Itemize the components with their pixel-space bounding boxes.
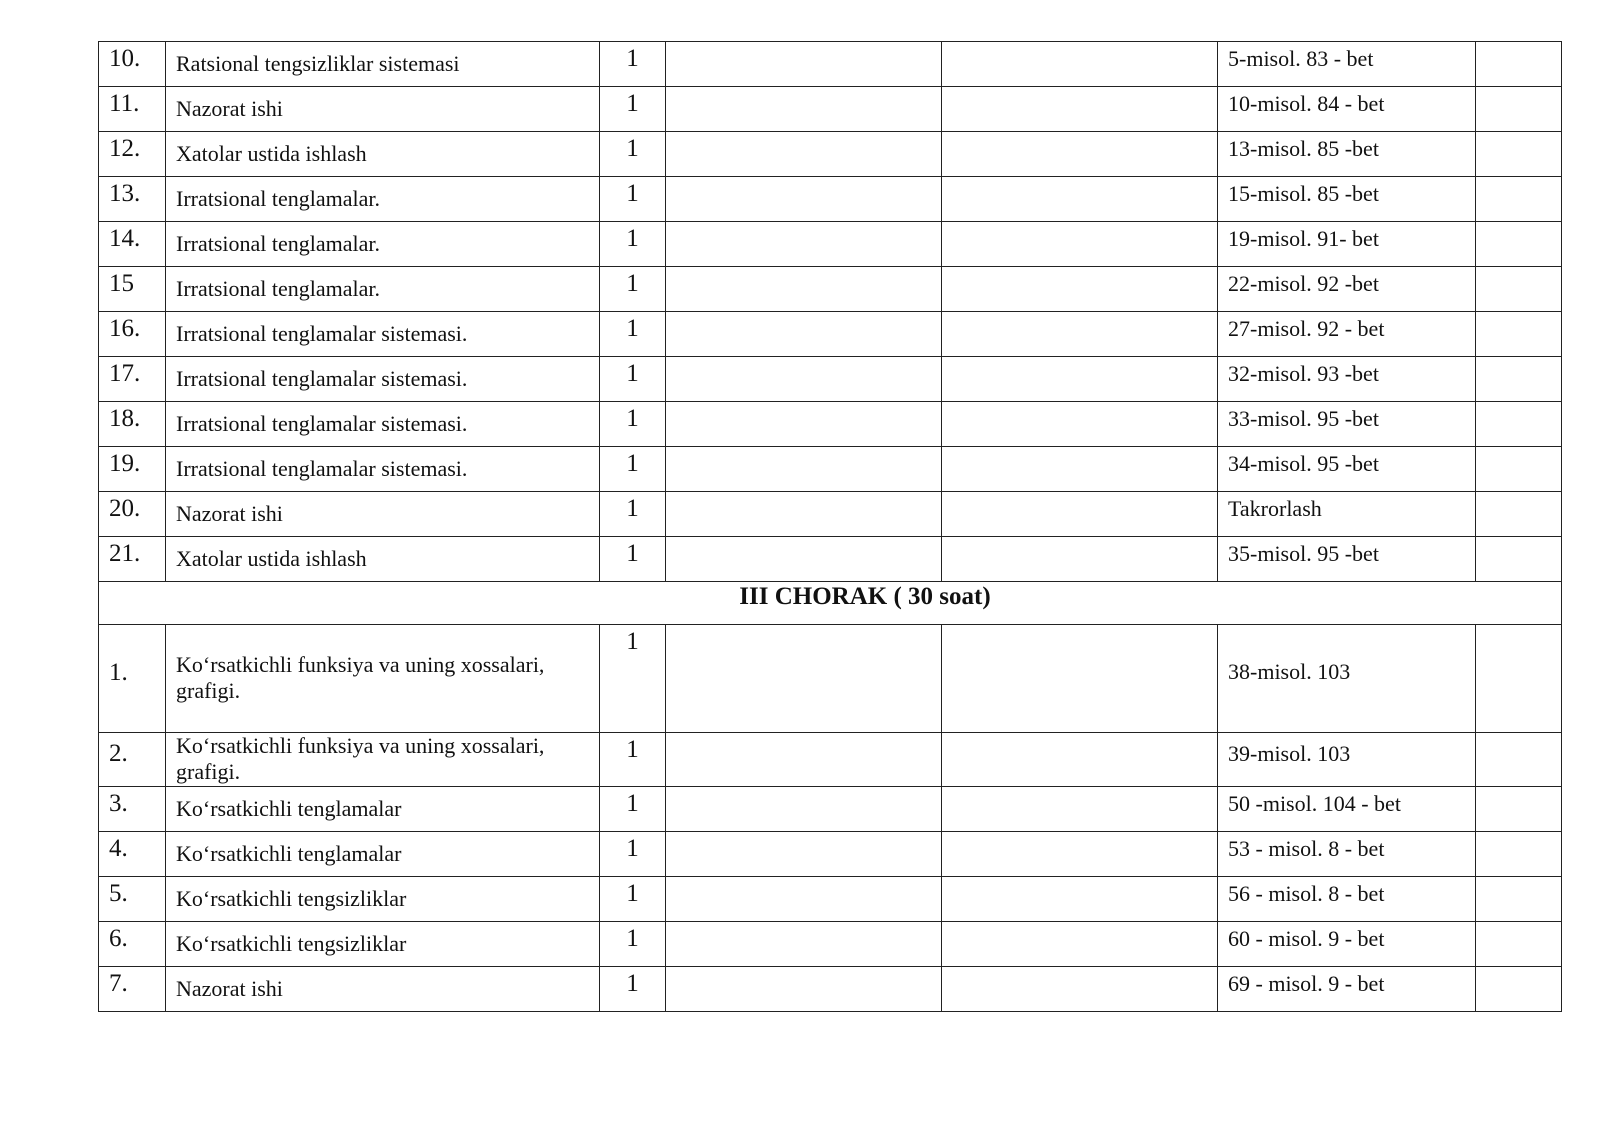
lesson-topic: Ko‘rsatkichli tenglamalar [176, 795, 402, 821]
actual-date-cell [942, 786, 1218, 831]
homework-cell [1218, 402, 1476, 447]
homework-cell [1218, 786, 1476, 831]
lesson-topic-cell [166, 733, 600, 787]
homework-text: 34-misol. 95 -bet [1228, 451, 1379, 476]
note-cell [1476, 222, 1562, 267]
table-row [99, 786, 1562, 831]
actual-date-cell [942, 876, 1218, 921]
planned-date-cell [666, 42, 942, 87]
table-row [99, 537, 1562, 582]
lesson-hours-cell [600, 921, 666, 966]
lesson-number-cell [99, 402, 166, 447]
homework-cell [1218, 537, 1476, 582]
lesson-topic-cell [166, 357, 600, 402]
lesson-topic: Nazorat ishi [176, 975, 283, 1001]
table-row [99, 876, 1562, 921]
lesson-topic: Ko‘rsatkichli funksiya va uning xossalari, grafigi. [176, 733, 545, 785]
lesson-hours: 1 [626, 879, 639, 907]
lesson-number-cell [99, 42, 166, 87]
note-cell [1476, 733, 1562, 787]
homework-text: 69 - misol. 9 - bet [1228, 970, 1385, 996]
lesson-hours-cell [600, 267, 666, 312]
homework-cell [1218, 831, 1476, 876]
lesson-hours-cell [600, 786, 666, 831]
lesson-hours: 1 [626, 628, 639, 655]
lesson-number-cell [99, 786, 166, 831]
homework-text: 19-misol. 91- bet [1228, 226, 1379, 251]
planned-date-cell [666, 312, 942, 357]
lesson-topic: Ratsional tengsizliklar sistemasi [176, 51, 460, 76]
homework-cell [1218, 625, 1476, 733]
planned-date-cell [666, 876, 942, 921]
lesson-hours: 1 [626, 450, 639, 477]
lesson-number: 1. [109, 659, 128, 686]
lesson-topic: Ko‘rsatkichli tengsizliklar [176, 930, 407, 956]
lesson-topic: Irratsional tenglamalar sistemasi. [176, 321, 468, 346]
planned-date-cell [666, 87, 942, 132]
note-cell [1476, 966, 1562, 1011]
note-cell [1476, 876, 1562, 921]
lesson-topic-cell [166, 312, 600, 357]
lesson-topic: Irratsional tenglamalar sistemasi. [176, 456, 468, 481]
lesson-number-cell [99, 537, 166, 582]
homework-text: 22-misol. 92 -bet [1228, 271, 1379, 296]
actual-date-cell [942, 312, 1218, 357]
homework-text: Takrorlash [1228, 496, 1322, 521]
planned-date-cell [666, 222, 942, 267]
lesson-number: 15 [109, 270, 134, 297]
lesson-topic-cell [166, 876, 600, 921]
homework-text: 38-misol. 103 [1228, 659, 1351, 684]
lesson-topic-cell [166, 492, 600, 537]
lesson-hours-cell [600, 831, 666, 876]
planned-date-cell [666, 267, 942, 312]
lesson-hours-cell [600, 733, 666, 787]
lesson-hours: 1 [626, 495, 639, 522]
lesson-number-cell [99, 966, 166, 1011]
table-row [99, 312, 1562, 357]
lesson-topic-cell [166, 42, 600, 87]
lesson-hours: 1 [626, 540, 639, 567]
planned-date-cell [666, 402, 942, 447]
homework-cell [1218, 921, 1476, 966]
lesson-topic: Xatolar ustida ishlash [176, 141, 367, 166]
actual-date-cell [942, 447, 1218, 492]
note-cell [1476, 132, 1562, 177]
table-row [99, 733, 1562, 787]
note-cell [1476, 447, 1562, 492]
actual-date-cell [942, 831, 1218, 876]
planned-date-cell [666, 537, 942, 582]
table-row [99, 222, 1562, 267]
lesson-hours-cell [600, 132, 666, 177]
lesson-number: 10. [109, 45, 141, 72]
note-cell [1476, 921, 1562, 966]
lesson-hours: 1 [626, 360, 639, 387]
lesson-topic: Ko‘rsatkichli tenglamalar [176, 840, 402, 866]
homework-cell [1218, 132, 1476, 177]
lesson-hours: 1 [626, 924, 639, 952]
actual-date-cell [942, 42, 1218, 87]
lesson-number: 2. [109, 740, 128, 767]
lesson-number-cell [99, 447, 166, 492]
note-cell [1476, 786, 1562, 831]
lesson-number: 17. [109, 360, 141, 387]
homework-text: 50 -misol. 104 - bet [1228, 790, 1401, 816]
planned-date-cell [666, 966, 942, 1011]
lesson-hours: 1 [626, 45, 639, 72]
lesson-topic: Irratsional tenglamalar. [176, 231, 381, 256]
lesson-number-cell [99, 831, 166, 876]
planned-date-cell [666, 921, 942, 966]
lesson-hours-cell [600, 357, 666, 402]
table-row [99, 42, 1562, 87]
planned-date-cell [666, 786, 942, 831]
homework-cell [1218, 447, 1476, 492]
homework-cell [1218, 312, 1476, 357]
planned-date-cell [666, 132, 942, 177]
actual-date-cell [942, 733, 1218, 787]
lesson-hours-cell [600, 222, 666, 267]
homework-text: 35-misol. 95 -bet [1228, 541, 1379, 566]
lesson-topic: Irratsional tenglamalar sistemasi. [176, 411, 468, 436]
lesson-number-cell [99, 733, 166, 787]
homework-text: 53 - misol. 8 - bet [1228, 835, 1385, 861]
lesson-topic-cell [166, 222, 600, 267]
lesson-topic: Ko‘rsatkichli tengsizliklar [176, 885, 407, 911]
lesson-hours: 1 [626, 736, 639, 763]
note-cell [1476, 357, 1562, 402]
table-row [99, 492, 1562, 537]
lesson-topic: Ko‘rsatkichli funksiya va uning xossalari, grafigi. [176, 652, 545, 704]
note-cell [1476, 87, 1562, 132]
lesson-number-cell [99, 87, 166, 132]
lesson-hours: 1 [626, 834, 639, 862]
lesson-topic: Irratsional tenglamalar. [176, 276, 381, 301]
note-cell [1476, 537, 1562, 582]
lesson-number-cell [99, 492, 166, 537]
lesson-number-cell [99, 876, 166, 921]
lesson-number: 19. [109, 450, 141, 477]
planned-date-cell [666, 357, 942, 402]
note-cell [1476, 402, 1562, 447]
homework-cell [1218, 42, 1476, 87]
lesson-hours: 1 [626, 969, 639, 997]
lesson-hours-cell [600, 537, 666, 582]
actual-date-cell [942, 177, 1218, 222]
lesson-plan-body [99, 42, 1562, 1012]
note-cell [1476, 492, 1562, 537]
lesson-hours-cell [600, 447, 666, 492]
actual-date-cell [942, 222, 1218, 267]
homework-text: 10-misol. 84 - bet [1228, 91, 1385, 116]
lesson-topic: Irratsional tenglamalar. [176, 186, 381, 211]
table-row [99, 177, 1562, 222]
lesson-topic-cell [166, 831, 600, 876]
lesson-hours: 1 [626, 180, 639, 207]
homework-text: 13-misol. 85 -bet [1228, 136, 1379, 161]
note-cell [1476, 267, 1562, 312]
lesson-number: 21. [109, 540, 141, 567]
lesson-hours-cell [600, 625, 666, 733]
section-title: III CHORAK ( 30 soat) [739, 583, 991, 610]
lesson-topic-cell [166, 966, 600, 1011]
note-cell [1476, 177, 1562, 222]
lesson-hours: 1 [626, 225, 639, 252]
lesson-topic-cell [166, 177, 600, 222]
actual-date-cell [942, 921, 1218, 966]
table-row [99, 402, 1562, 447]
lesson-hours-cell [600, 42, 666, 87]
lesson-number: 13. [109, 180, 141, 207]
note-cell [1476, 625, 1562, 733]
homework-cell [1218, 357, 1476, 402]
homework-cell [1218, 177, 1476, 222]
actual-date-cell [942, 966, 1218, 1011]
section-header-cell [99, 582, 1562, 625]
section-header-row [99, 582, 1562, 625]
lesson-number: 7. [109, 969, 128, 997]
lesson-hours-cell [600, 177, 666, 222]
homework-cell [1218, 267, 1476, 312]
homework-text: 27-misol. 92 - bet [1228, 316, 1385, 341]
planned-date-cell [666, 492, 942, 537]
lesson-number: 5. [109, 879, 128, 907]
table-row [99, 87, 1562, 132]
homework-text: 33-misol. 95 -bet [1228, 406, 1379, 431]
planned-date-cell [666, 447, 942, 492]
table-row [99, 357, 1562, 402]
lesson-hours: 1 [626, 315, 639, 342]
lesson-number-cell [99, 312, 166, 357]
homework-text: 32-misol. 93 -bet [1228, 361, 1379, 386]
lesson-hours: 1 [626, 405, 639, 432]
lesson-number: 3. [109, 789, 128, 817]
lesson-hours-cell [600, 492, 666, 537]
lesson-number-cell [99, 222, 166, 267]
lesson-hours-cell [600, 402, 666, 447]
lesson-hours-cell [600, 876, 666, 921]
lesson-number: 11. [109, 90, 140, 117]
lesson-topic-cell [166, 132, 600, 177]
table-row [99, 447, 1562, 492]
lesson-number: 12. [109, 135, 141, 162]
planned-date-cell [666, 831, 942, 876]
lesson-number: 4. [109, 834, 128, 862]
note-cell [1476, 831, 1562, 876]
lesson-topic: Xatolar ustida ishlash [176, 546, 367, 571]
lesson-topic-cell [166, 537, 600, 582]
note-cell [1476, 312, 1562, 357]
lesson-hours-cell [600, 87, 666, 132]
table-row [99, 132, 1562, 177]
lesson-hours: 1 [626, 90, 639, 117]
homework-cell [1218, 87, 1476, 132]
lesson-topic-cell [166, 87, 600, 132]
lesson-topic: Nazorat ishi [176, 501, 283, 526]
lesson-number-cell [99, 177, 166, 222]
actual-date-cell [942, 402, 1218, 447]
lesson-hours: 1 [626, 135, 639, 162]
lesson-plan-table [98, 41, 1562, 1012]
lesson-number-cell [99, 625, 166, 733]
lesson-number-cell [99, 921, 166, 966]
actual-date-cell [942, 492, 1218, 537]
lesson-number: 14. [109, 225, 141, 252]
lesson-topic-cell [166, 625, 600, 733]
table-row [99, 625, 1562, 733]
homework-cell [1218, 222, 1476, 267]
lesson-topic-cell [166, 921, 600, 966]
table-row [99, 966, 1562, 1011]
actual-date-cell [942, 357, 1218, 402]
lesson-hours-cell [600, 312, 666, 357]
homework-cell [1218, 733, 1476, 787]
homework-text: 60 - misol. 9 - bet [1228, 925, 1385, 951]
lesson-hours: 1 [626, 789, 639, 817]
table-row [99, 831, 1562, 876]
lesson-topic-cell [166, 402, 600, 447]
lesson-number: 16. [109, 315, 141, 342]
note-cell [1476, 42, 1562, 87]
lesson-number-cell [99, 132, 166, 177]
homework-cell [1218, 492, 1476, 537]
actual-date-cell [942, 132, 1218, 177]
lesson-number: 18. [109, 405, 141, 432]
homework-cell [1218, 966, 1476, 1011]
planned-date-cell [666, 625, 942, 733]
homework-cell [1218, 876, 1476, 921]
homework-text: 15-misol. 85 -bet [1228, 181, 1379, 206]
actual-date-cell [942, 267, 1218, 312]
homework-text: 39-misol. 103 [1228, 741, 1351, 766]
planned-date-cell [666, 733, 942, 787]
lesson-hours-cell [600, 966, 666, 1011]
actual-date-cell [942, 87, 1218, 132]
actual-date-cell [942, 537, 1218, 582]
actual-date-cell [942, 625, 1218, 733]
lesson-topic-cell [166, 786, 600, 831]
homework-text: 5-misol. 83 - bet [1228, 46, 1374, 71]
homework-text: 56 - misol. 8 - bet [1228, 880, 1385, 906]
lesson-number: 6. [109, 924, 128, 952]
lesson-topic-cell [166, 447, 600, 492]
lesson-topic: Irratsional tenglamalar sistemasi. [176, 366, 468, 391]
lesson-topic: Nazorat ishi [176, 96, 283, 121]
table-row [99, 921, 1562, 966]
planned-date-cell [666, 177, 942, 222]
lesson-number: 20. [109, 495, 141, 522]
lesson-number-cell [99, 267, 166, 312]
lesson-number-cell [99, 357, 166, 402]
lesson-hours: 1 [626, 270, 639, 297]
lesson-topic-cell [166, 267, 600, 312]
table-row [99, 267, 1562, 312]
